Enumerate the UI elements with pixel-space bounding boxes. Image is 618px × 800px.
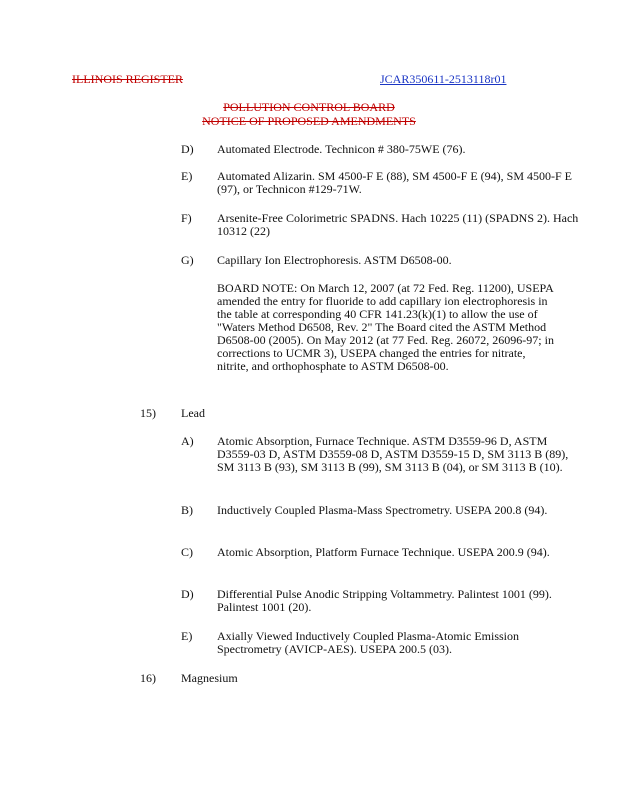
- item-text: Axially Viewed Inductively Coupled Plasma-Atomic Emission Spectrometry (AVICP-AES). USEPA 200.5 (03).: [217, 629, 520, 656]
- notice-title: NOTICE OF PROPOSED AMENDMENTS: [202, 114, 416, 128]
- analyte-number: 15): [140, 406, 156, 420]
- item-text: Atomic Absorption, Furnace Technique. ASTM D3559-96 D, ASTM D3559-03 D, ASTM D3559-08 D, ASTM D3559-15 D, SM 3113 B (89), SM 3113 B (93), SM 3113 B (99), SM 3113 B (04), or SM 3113 B (10).: [217, 434, 569, 474]
- item-text: Capillary Ion Electrophoresis. ASTM D6508-00.: [217, 253, 452, 267]
- item-label: A): [181, 434, 194, 448]
- board-note: BOARD NOTE: On March 12, 2007 (at 72 Fed. Reg. 11200), USEPA amended the entry for fluoride to add capillary ion electrophoresis in the table at corresponding 40 CFR 141.23(k)(1) to allow the use of "Waters Method D6508, Rev. 2" The Board cited the ASTM Method D6508-00 (2005). On May 2012 (at 77 Fed. Reg. 26072, 26096-97; in corrections to UCMR 3), USEPA changed the entries for nitrate, nitrite, and orthophosphate to ASTM D6508-00.: [217, 281, 554, 373]
- item-label: D): [181, 142, 194, 156]
- item-label: E): [181, 629, 193, 643]
- analyte-name: Magnesium: [181, 671, 238, 685]
- item-text: Differential Pulse Anodic Stripping Voltammetry. Palintest 1001 (99). Palintest 1001 (20).: [217, 587, 552, 614]
- item-label: B): [181, 503, 193, 517]
- item-text: Automated Electrode. Technicon # 380-75WE (76).: [217, 142, 466, 156]
- item-label: D): [181, 587, 194, 601]
- register-header: ILLINOIS REGISTER: [72, 72, 183, 86]
- item-text: Arsenite-Free Colorimetric SPADNS. Hach 10225 (11) (SPADNS 2). Hach 10312 (22): [217, 211, 579, 238]
- item-text: Inductively Coupled Plasma-Mass Spectrometry. USEPA 200.8 (94).: [217, 503, 548, 517]
- item-text: Automated Alizarin. SM 4500-F E (88), SM 4500-F E (94), SM 4500-F E (97), or Technicon #129-71W.: [217, 169, 572, 196]
- jcar-code[interactable]: JCAR350611-2513118r01: [380, 72, 507, 86]
- item-label: F): [181, 211, 192, 225]
- analyte-name: Lead: [181, 406, 205, 420]
- item-label: G): [181, 253, 194, 267]
- item-label: C): [181, 545, 193, 559]
- board-title: POLLUTION CONTROL BOARD: [223, 100, 395, 114]
- analyte-number: 16): [140, 671, 156, 685]
- item-text: Atomic Absorption, Platform Furnace Technique. USEPA 200.9 (94).: [217, 545, 550, 559]
- item-label: E): [181, 169, 193, 183]
